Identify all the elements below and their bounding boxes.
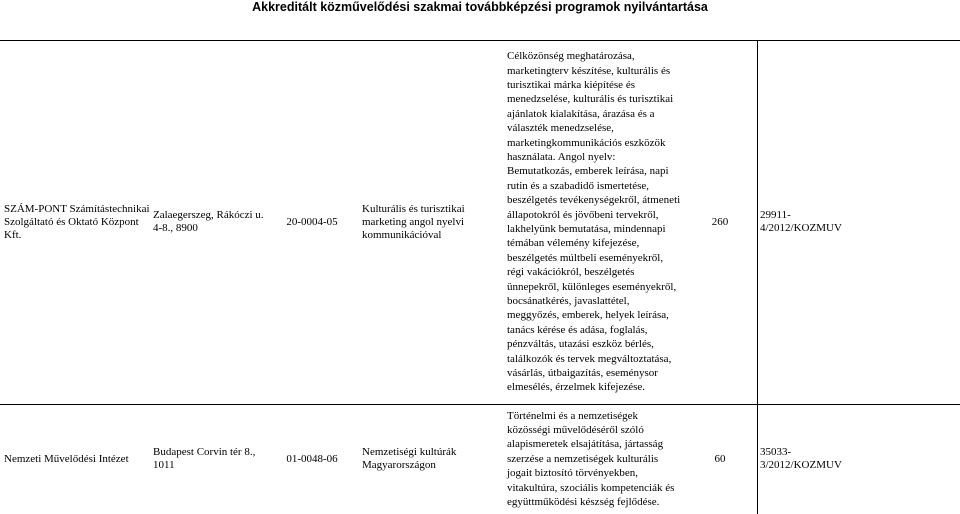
accreditation-number-cell: 35033-3/2012/KOZMUV <box>760 446 842 471</box>
hours-cell: 260 <box>711 215 729 228</box>
program-description-cell: Történelmi és a nemzetiségek közösségi művelődéséről szóló alapismeretek elsajátítása, jártasság szerzése a nemzetiségek kulturális jogait biztosító törvényekben, vitakultúra, szociális kompetenciák és együttműködési készség fejlődése. <box>507 409 675 509</box>
address-cell: Zalaegerszeg, Rákóczi u. 4-8., 8900 <box>153 209 264 234</box>
page-title: Akkreditált közművelődési szakmai továbbképzési programok nyilvántartása <box>252 0 708 14</box>
registration-number-cell: 20-0004-05 <box>286 215 338 228</box>
accreditation-number-cell: 29911-4/2012/KOZMUV <box>760 209 842 234</box>
provider-cell: Nemzeti Művelődési Intézet <box>4 452 129 465</box>
registration-number-cell: 01-0048-06 <box>286 452 338 465</box>
provider-cell: SZÁM-PONT Számítástechnikai Szolgáltató és Oktató Központ Kft. <box>4 202 150 241</box>
address-cell: Budapest Corvin tér 8., 1011 <box>153 446 256 471</box>
program-title-cell: Kulturális és turisztikai marketing angol nyelvi kommunikációval <box>362 202 465 241</box>
column-divider <box>757 40 758 514</box>
program-title-cell: Nemzetiségi kultúrák Magyarországon <box>362 446 457 471</box>
program-description-cell: Célközönség meghatározása, marketingterv készítése, kulturális és turisztikai márka kiépítése és menedzselése, kulturális és turisztikai ajánlatok kialakítása, árazása és a választék menedzselése, marketingkommunikációs eszközök használata. Angol nyelv: Bemutatkozás, emberek leírása, napi rutin és a szabadidő ismertetése, beszélgetés tevékenységekről, átmeneti állapotokról és jövőbeni tervekről, lakhelyünk bemutatása, mindennapi témában vélemény kifejezése, beszélgetés múltbeli eseményekről, régi vakációkról, beszélgetés ünnepekről, különleges eseményekről, bocsánatkérés, javaslattétel, meggyőzés, emberek, helyek leírása, tanács kérése és adása, foglalás, pénzváltás, utazási eszköz bérlés, találkozók és tervek megváltoztatása, vásárlás, útbaigazítás, eseménysor elmesélés, érzelmek kifejezése. <box>507 50 681 394</box>
hours-cell: 60 <box>714 452 726 465</box>
